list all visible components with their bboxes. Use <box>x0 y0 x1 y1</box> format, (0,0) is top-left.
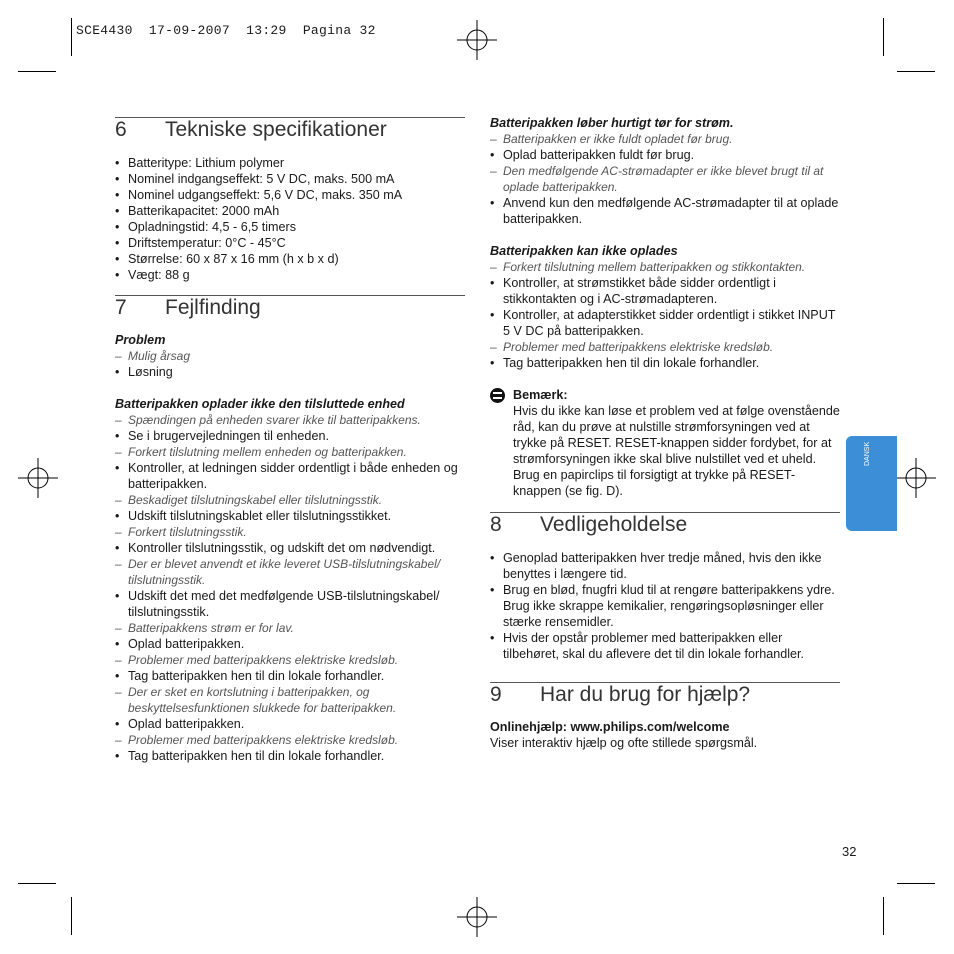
spec-item: • Nominel indgangseffekt: 5 V DC, maks. 500 mA <box>115 171 465 187</box>
solution-item: • Oplad batteripakken fuldt før brug. <box>490 147 840 163</box>
spec-item: • Opladningstid: 4,5 - 6,5 timers <box>115 219 465 235</box>
spec-item: • Driftstemperatur: 0°C - 45°C <box>115 235 465 251</box>
crop-mark <box>897 71 935 72</box>
solution-item: • Udskift tilslutningskablet eller tilslutningsstikket. <box>115 508 465 524</box>
solution-item: • Kontroller, at adapterstikket sidder ordentligt i stikket INPUT 5 V DC på batteripakken. <box>490 307 840 339</box>
crop-mark <box>71 18 72 56</box>
crop-mark <box>883 18 884 56</box>
cause-item: – Batteripakken er ikke fuldt opladet før brug. <box>490 131 840 147</box>
crop-mark <box>18 883 56 884</box>
maintenance-list <box>490 550 840 662</box>
note-block <box>490 387 840 499</box>
legend-problem: Problem <box>115 333 166 347</box>
problem-title: Batteripakken kan ikke oplades <box>490 244 678 258</box>
spec-item: • Vægt: 88 g <box>115 267 465 283</box>
section-heading-9 <box>490 682 840 706</box>
cause-item: – Spændingen på enheden svarer ikke til batteripakkens. <box>115 412 465 428</box>
cause-item: – Beskadiget tilslutningskabel eller tilslutningsstik. <box>115 492 465 508</box>
crop-mark <box>883 897 884 935</box>
registration-mark-icon <box>457 20 497 60</box>
section-heading-7 <box>115 295 465 319</box>
note-title: Bemærk: <box>513 388 568 402</box>
print-slug: SCE4430 17-09-2007 13:29 Pagina 32 <box>76 23 376 38</box>
help-text: Viser interaktiv hjælp og ofte stillede spørgsmål. <box>490 736 758 750</box>
note-text: Hvis du ikke kan løse et problem ved at følge ovenstående råd, kan du prøve at nulstille strømforsyningen ved at trykke på RESET. RESET-knappen sidder fordybet, for at strømforsyningen ikke skal blive nulstillet ved et uheld. Brug en papirclips til forsigtigt at trykke på RESET-knappen (se fig. D). <box>513 404 840 498</box>
language-tab-label: DANSK <box>864 441 871 466</box>
section-title: Fejlfinding <box>165 296 261 319</box>
section-number: 8 <box>490 513 502 536</box>
legend-cause: – Mulig årsag <box>115 348 465 364</box>
solution-item: • Kontroller, at strømstikket både sidder ordentligt i stikkontakten og i AC-strømadapteren. <box>490 275 840 307</box>
section-title: Har du brug for hjælp? <box>540 683 751 706</box>
cause-item: – Forkert tilslutning mellem enheden og batteripakken. <box>115 444 465 460</box>
registration-mark-icon <box>18 458 58 498</box>
section-title: Vedligeholdelse <box>540 513 688 536</box>
right-column <box>490 115 840 751</box>
solution-item: • Anvend kun den medfølgende AC-strømadapter til at oplade batteripakken. <box>490 195 840 227</box>
page-number: 32 <box>842 844 857 859</box>
solution-item: • Tag batteripakken hen til din lokale forhandler. <box>115 748 465 764</box>
maintenance-item: • Genoplad batteripakken hver tredje måned, hvis den ikke benyttes i længere tid. <box>490 550 840 582</box>
section-number: 6 <box>115 118 127 141</box>
solution-item: • Oplad batteripakken. <box>115 636 465 652</box>
section-number: 7 <box>115 296 127 319</box>
cause-item: – Forkert tilslutning mellem batteripakken og stikkontakten. <box>490 259 840 275</box>
left-column <box>115 117 465 764</box>
cause-item: – Problemer med batteripakkens elektriske kredsløb. <box>490 339 840 355</box>
spec-item: • Batterikapacitet: 2000 mAh <box>115 203 465 219</box>
cause-item: – Der er blevet anvendt et ikke leveret USB-tilslutningskabel/ tilslutningsstik. <box>115 556 465 588</box>
problem-block <box>490 115 840 227</box>
crop-mark <box>18 71 56 72</box>
section-title: Tekniske specifikationer <box>165 118 387 141</box>
spec-item: • Nominel udgangseffekt: 5,6 V DC, maks. 350 mA <box>115 187 465 203</box>
spec-item: • Størrelse: 60 x 87 x 16 mm (h x b x d) <box>115 251 465 267</box>
cause-item: – Batteripakkens strøm er for lav. <box>115 620 465 636</box>
solution-item: • Se i brugervejledningen til enheden. <box>115 428 465 444</box>
registration-mark-icon <box>896 458 936 498</box>
legend-solution: • Løsning <box>115 364 465 380</box>
registration-mark-icon <box>457 897 497 937</box>
note-icon <box>490 388 505 403</box>
maintenance-item: • Hvis der opstår problemer med batteripakken eller tilbehøret, skal du aflevere det til din lokale forhandler. <box>490 630 840 662</box>
problem-title: Batteripakken løber hurtigt tør for strøm. <box>490 116 734 130</box>
problem-title: Batteripakken oplader ikke den tilsluttede enhed <box>115 397 405 411</box>
cause-item: – Der er sket en kortslutning i batteripakken, og beskyttelsesfunktionen slukkede for batteripakken. <box>115 684 465 716</box>
solution-item: • Oplad batteripakken. <box>115 716 465 732</box>
cause-item: – Den medfølgende AC-strømadapter er ikke blevet brugt til at oplade batteripakken. <box>490 163 840 195</box>
problem-block <box>115 396 465 764</box>
solution-item: • Kontroller, at ledningen sidder ordentligt i både enheden og batteripakken. <box>115 460 465 492</box>
legend-block <box>115 332 465 380</box>
solution-item: • Udskift det med det medfølgende USB-tilslutningskabel/ tilslutningsstik. <box>115 588 465 620</box>
cause-item: – Problemer med batteripakkens elektriske kredsløb. <box>115 732 465 748</box>
help-title: Onlinehjælp: www.philips.com/welcome <box>490 720 730 734</box>
crop-mark <box>71 897 72 935</box>
maintenance-item: • Brug en blød, fnugfri klud til at rengøre batteripakkens ydre. Brug ikke skrappe kemikalier, rengøringsopløsninger eller stærke rensemidler. <box>490 582 840 630</box>
spec-list <box>115 155 465 283</box>
cause-item: – Problemer med batteripakkens elektriske kredsløb. <box>115 652 465 668</box>
section-number: 9 <box>490 683 502 706</box>
section-heading-8 <box>490 512 840 536</box>
cause-item: – Forkert tilslutningsstik. <box>115 524 465 540</box>
spec-item: • Batteritype: Lithium polymer <box>115 155 465 171</box>
problem-block <box>490 243 840 371</box>
crop-mark <box>897 883 935 884</box>
language-tab <box>846 436 897 531</box>
solution-item: • Kontroller tilslutningsstik, og udskift det om nødvendigt. <box>115 540 465 556</box>
solution-item: • Tag batteripakken hen til din lokale forhandler. <box>115 668 465 684</box>
section-heading-6 <box>115 117 465 141</box>
solution-item: • Tag batteripakken hen til din lokale forhandler. <box>490 355 840 371</box>
